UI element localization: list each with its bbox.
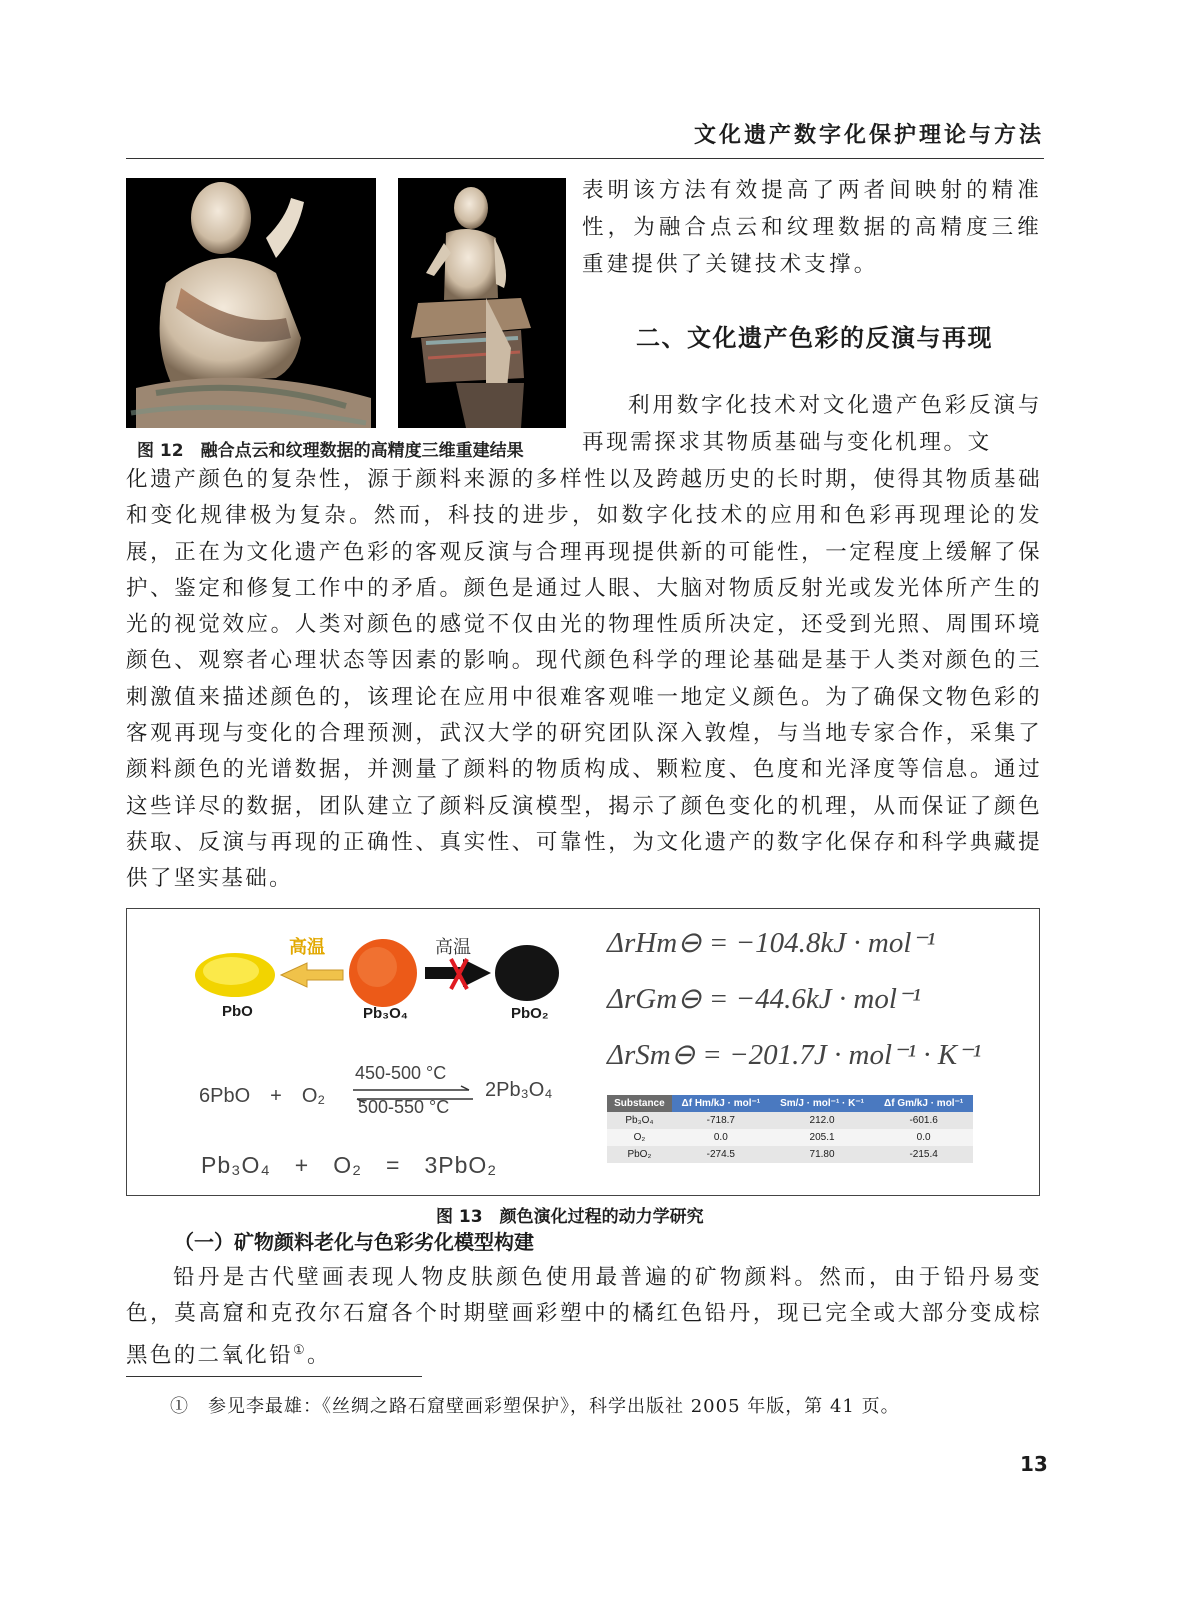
section-title: 二、文化遗产色彩的反演与再现 [636, 324, 993, 352]
reaction1-forward-condition: 450-500 °C [355, 1063, 447, 1083]
table-cell: 205.1 [809, 1132, 835, 1143]
running-head: 文化遗产数字化保护理论与方法 [693, 122, 1044, 148]
table-header-row [607, 1095, 973, 1112]
table-header: Δf Gm/kJ · mol⁻¹ [884, 1098, 964, 1109]
subsection-title: （一）矿物颜料老化与色彩劣化模型构建 [174, 1230, 534, 1254]
table-cell: Pb₃O₄ [625, 1115, 654, 1126]
enthalpy-equation: ΔrHm⊖ = −104.8kJ · mol⁻¹ [607, 927, 936, 959]
pigment-label-pbo2: PbO₂ [511, 1005, 549, 1022]
reaction1-reverse-condition: 500-550 °C [358, 1097, 450, 1117]
arrow-label-high-temp-1: 高温 [289, 937, 325, 957]
table-cell: -215.4 [909, 1149, 938, 1160]
left-statue [131, 182, 371, 428]
arrow-label-high-temp-2: 高温 [435, 937, 471, 957]
footnote: ① 参见李最雄：《丝绸之路石窟壁画彩塑保护》，科学出版社 2005 年版，第 41 页。 [170, 1396, 900, 1417]
table-header: Substance [607, 1095, 672, 1112]
gibbs-equation: ΔrGm⊖ = −44.6kJ · mol⁻¹ [607, 983, 921, 1015]
figure-12-caption: 图 12 融合点云和纹理数据的高精度三维重建结果 [137, 441, 524, 461]
right-statue [411, 187, 531, 428]
footnote-rule [126, 1376, 422, 1377]
footnote-reference[interactable]: ① [292, 1342, 307, 1358]
figure-13-caption: 图 13 颜色演化过程的动力学研究 [436, 1207, 704, 1227]
table-header: Δf Hm/kJ · mol⁻¹ [681, 1098, 761, 1109]
subsection-paragraph [126, 1260, 1042, 1374]
table-row [607, 1112, 973, 1129]
body-paragraph: 化遗产颜色的复杂性，源于颜料来源的多样性以及跨越历史的长时期，使得其物质基础和变化规律极为复杂。然而，科技的进步，如数字化技术的应用和色彩再现理论的发展，正在为文化遗产色彩的客观反演与合理再现提供新的可能性，一定程度上缓解了保护、鉴定和修复工作中的矛盾。颜色是通过人眼、大脑对物质反射光或发光体所产生的光的视觉效应。人类对颜色的感觉不仅由光的物理性质所决定，还受到光照、周围环境颜色、观察者心理状态等因素的影响。现代颜色科学的理论基础是基于人类对颜色的三刺激值来描述颜色的，该理论在应用中很难客观唯一地定义颜色。为了确保文物色彩的客观再现与变化的合理预测，武汉大学的研究团队深入敦煌，与当地专家合作，采集了颜料颜色的光谱数据，并测量了颜料的物质构成、颗粒度、色度和光泽度等信息。通过这些详尽的数据，团队建立了颜料反演模型，揭示了颜色变化的机理，从而保证了颜色获取、反演与再现的正确性、真实性、可靠性，为文化遗产的数字化保存和科学典藏提供了坚实基础。 [126, 467, 1042, 892]
reaction1-product: 2Pb₃O₄ [485, 1079, 553, 1101]
table-row [607, 1146, 973, 1163]
table-cell: O₂ [633, 1132, 646, 1143]
table-cell: 71.80 [809, 1149, 835, 1160]
table-cell: 212.0 [809, 1115, 835, 1126]
header-rule [126, 158, 1044, 159]
page-number: 13 [1020, 1452, 1048, 1476]
table-cell: -274.5 [706, 1149, 735, 1160]
table-cell: -601.6 [909, 1115, 938, 1126]
table-row [607, 1129, 973, 1146]
figure-12-image [126, 178, 566, 428]
table-cell: 0.0 [713, 1132, 728, 1143]
entropy-equation: ΔrSm⊖ = −201.7J · mol⁻¹ · K⁻¹ [607, 1039, 982, 1071]
section-intro-text: 利用数字化技术对文化遗产色彩反演与再现需探求其物质基础与变化机理。文 [582, 393, 1042, 455]
right-column-paragraph: 表明该方法有效提高了两者间映射的精准性，为融合点云和纹理数据的高精度三维重建提供了关键技术支撑。 [582, 178, 1042, 277]
paragraph-end: 。 [306, 1342, 331, 1368]
table-cell: -718.7 [706, 1115, 735, 1126]
pigment-label-pbo: PbO [222, 1003, 253, 1020]
table-header: Sm/J · mol⁻¹ · K⁻¹ [780, 1098, 864, 1109]
subsection-text: 铅丹是古代壁画表现人物皮肤颜色使用最普遍的矿物颜料。然而，由于铅丹易变色，莫高窟和克孜尔石窟各个时期壁画彩塑中的橘红色铅丹，现已完全或大部分变成棕黑色的二氧化铅 [126, 1265, 1042, 1368]
reaction1-reactants: 6PbO + O₂ [199, 1085, 326, 1107]
table-cell: PbO₂ [627, 1149, 652, 1160]
statue-photos [126, 178, 566, 428]
reaction2-equation: Pb₃O₄ + O₂ = 3PbO₂ [201, 1152, 498, 1178]
figure-13 [126, 908, 1040, 1196]
table-cell: 0.0 [916, 1132, 931, 1143]
pigment-label-pb3o4: Pb₃O₄ [363, 1005, 408, 1022]
thermodynamic-table [607, 1095, 973, 1163]
